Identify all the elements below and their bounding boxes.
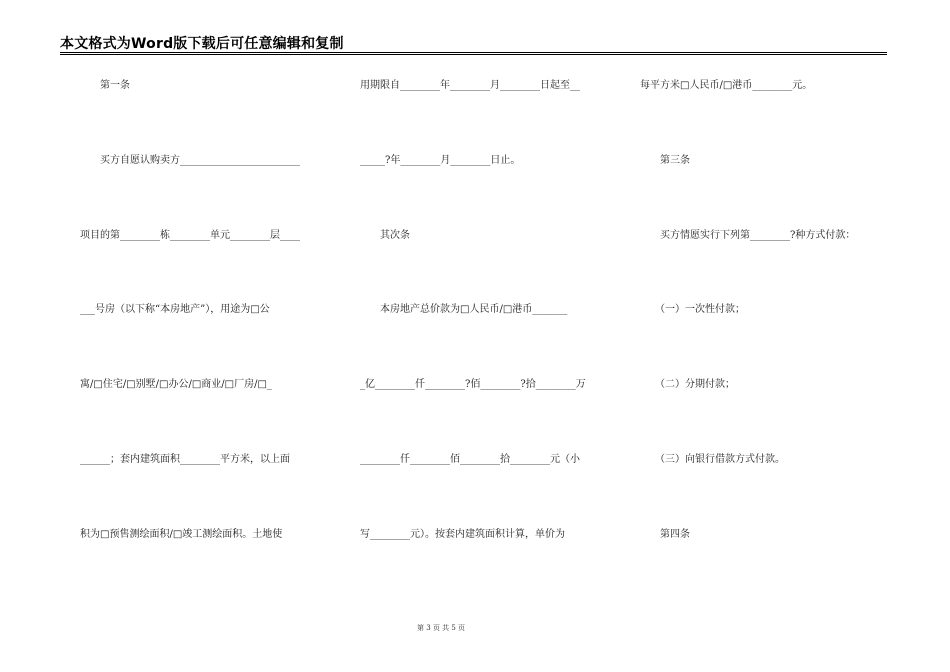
text-line: 寓/□住宅/□别墅/□办公/□商业/□厂房/□_ xyxy=(80,379,272,390)
text-line: _亿________仟________?佰________?拾________万 xyxy=(360,379,586,390)
text-line: 本房地产总价款为□人民币/□港币_______ xyxy=(360,304,568,315)
text-line: ______；套内建筑面积________平方米，以上面 xyxy=(80,454,290,465)
text-line: 第四条 xyxy=(640,529,690,540)
text-line: 其次条 xyxy=(360,230,410,241)
text-line: 写________元）。按套内建筑面积计算，单价为 xyxy=(360,529,565,540)
text-line: ________仟________佰________拾________元（小 xyxy=(360,454,580,465)
text-line: 买方自愿认购卖方________________________ xyxy=(80,155,300,166)
text-line: 买方情愿实行下列第________?种方式付款： xyxy=(640,230,856,241)
header-rule-top xyxy=(60,52,887,53)
document-header-title: 本文格式为Word版下载后可任意编辑和复制 xyxy=(60,36,344,52)
text-line: （三）向银行借款方式付款。 xyxy=(640,454,785,465)
page-number-footer: 第 3 页 共 5 页 xyxy=(416,624,466,632)
text-line: 第一条 xyxy=(80,80,130,91)
text-line: 项目的第________栋________单元________层____ xyxy=(80,230,300,241)
text-line: 积为□预售测绘面积/□竣工测绘面积。土地使 xyxy=(80,529,283,540)
text-line: 每平方米□人民币/□港币________元。 xyxy=(640,80,813,91)
text-line: （二）分期付款； xyxy=(640,379,735,390)
text-line: 用期限自________年________月________日起至__ xyxy=(360,80,580,91)
text-line: （一）一次性付款； xyxy=(640,304,745,315)
text-line: _____?年________月________日止。 xyxy=(360,155,521,166)
text-line: ___号房（以下称“本房地产”），用途为□公 xyxy=(80,304,270,315)
header-rule-bottom xyxy=(60,54,887,55)
text-line: 第三条 xyxy=(640,155,690,166)
